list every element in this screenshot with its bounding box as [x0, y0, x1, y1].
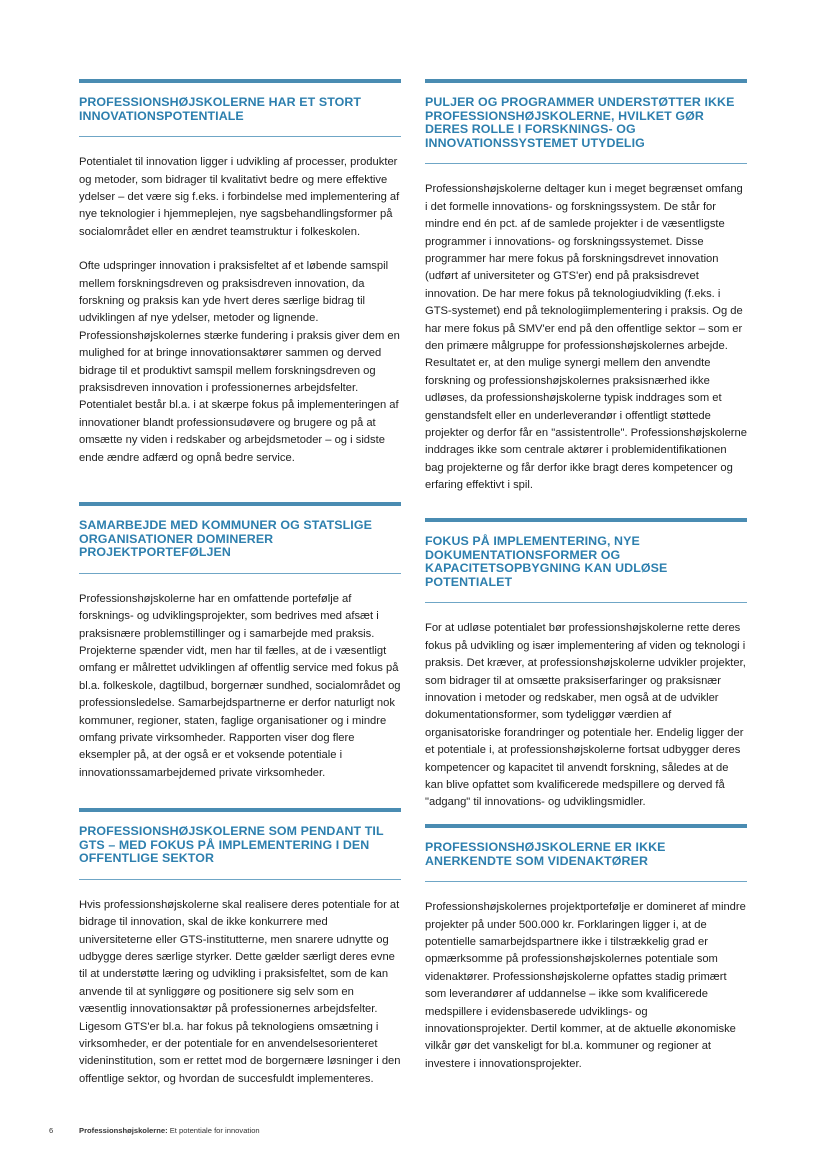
running-title-rest: Et potentiale for innovation [167, 1126, 260, 1135]
section-heading: PROFESSIONSHØJSKOLERNE HAR ET STORT INNOVATIONSPOTENTIALE [79, 95, 362, 123]
section-right-3 [425, 824, 747, 1073]
section-heading: PROFESSIONSHØJSKOLERNE ER IKKE ANERKENDTE SOM VIDENAKTØRER [425, 840, 666, 868]
body-paragraph: For at udløse potentialet bør professionshøjskolerne rette deres fokus på udvikling og især implementering af viden og teknologi i praksis. Det kræver, at professionshøjskolerne udvikler projekter, som bidrager til at omsætte praksiserfaringer og praksisnær innovation i metoder og redskaber, men også at de udvikler dokumentationsformer, som tydeliggør værdien af organisatoriske forandringer og potentiale her. Endelig ligger der et potentiale i, at professionshøjskolerne fortsat udbygger deres kompetencer og kapacitet til anvendt forskning, således at de kan blive opfattet som kvalificerede medspillere og derved få "adgang" til innovations- og udviklingsmidler. [425, 622, 746, 809]
running-title [79, 1126, 260, 1135]
body-paragraph: Hvis professionshøjskolerne skal realisere deres potentiale for at bidrage til innovation, skal de ikke konkurrere med universiteterne eller GTS-institutterne, men snarere udnytte og udbygge deres særlige styrker. Dette gælder særligt deres evne til at understøtte læring og udvikling i praksisfeltet, som de kan anvende til at synliggøre og positionere sig selv som en væsentlig innovationsaktør på professionernes arbejdsfelter. Ligesom GTS'er bl.a. har fokus på teknologiens omsætning i virksomheder, er der potentiale for en anvendelsesorienteret videninstitution, som er rettet mod de borgernære løsninger i den offentlige sektor, og hvordan de succesfuldt implementeres. [79, 898, 401, 1085]
heading-rule [425, 163, 747, 164]
section-left-3 [79, 808, 401, 1088]
body-paragraph: Professionshøjskolerne har en omfattende portefølje af forsknings- og udviklingsprojekter, som bedrives med afsæt i praksisnære problemstillinger og i samarbejde med praksis. Projekterne spænder vidt, men har til fælles, at de i væsentligt omfang er målrettet udviklingen af offentlig service med fokus på bl.a. folkeskole, dagtilbud, borgernær sundhed, socialområdet og professionsledelse. Samarbejdspartnerne er derfor naturligt nok kommuner, regioner, staten, faglige organisationer og i mindre omfang private virksomheder. Rapporten viser dog flere eksempler på, at der også er et voksende potentiale i innovationssamarbejdemed private virksomheder. [79, 592, 401, 779]
section-heading: PULJER OG PROGRAMMER UNDERSTØTTER IKKE PROFESSIONSHØJSKOLERNE, HVILKET GØR DERES ROLLE I FORSKNINGS- OG INNOVATIONSSYSTEMET UTYDELIG [425, 95, 735, 150]
section-heading: SAMARBEJDE MED KOMMUNER OG STATSLIGE ORGANISATIONER DOMINERER PROJEKTPORTEFØLJEN [79, 518, 372, 560]
body-paragraph: Ofte udspringer innovation i praksisfeltet af et løbende samspil mellem forskningsdreven og praksisdreven innovation, da forskning og praksis kan yde hvert deres særlige bidrag til udviklingen af nye ydelser, metoder og lignende. Professionshøjskolernes stærke fundering i praksis giver dem en mulighed for at bringe innovationsaktører sammen og derved bidrage til et produktivt samspil mellem forskningsdreven og praksisdreven innovation i professionernes arbejdsfelter. Potentialet består bl.a. i at skærpe fokus på implementeringen af innovationer blandt professionsudøvere og brugere og på at omsætte ny viden i redskaber og arbejdsmetoder – og i sidste ende ændre adfærd og opnå bedre service. [79, 260, 400, 464]
body-paragraph: Professionshøjskolernes projektportefølje er domineret af mindre projekter på under 500.000 kr. Forklaringen ligger i, at de potentielle samarbejdspartnere ikke i tilstrækkelig grad er opmærksomme på professionshøjskolernes potentiale som videnaktører. Professionshøjskolerne opfattes stadig primært som leverandører af uddannelse – ikke som kvalificerede medspillere i evidensbaserede udviklings- og innovationsprojekter. Dertil kommer, at de aktuelle økonomiske vilkår gør det vanskeligt for bl.a. kommuner og regioner at investere i innovationsprojekter. [425, 901, 746, 1070]
heading-rule [425, 881, 747, 882]
running-title-bold: Professionshøjskolerne: [79, 1126, 168, 1135]
section-top-bar [425, 824, 747, 828]
body-paragraph: Professionshøjskolerne deltager kun i meget begrænset omfang i det formelle innovations- og forskningssystem. De står for mindre end én pct. af de samlede projekter i de væsentligste programmer i innovations- og forskningssystemet. Disse programmer har mere fokus på forskningsdrevet innovation (udført af universiteter og GTS'er) end på praksisdrevet innovation. De har mere fokus på teknologiudvikling (f.eks. i GTS-systemet) end på teknologiimplementering i praksis. Og de har mere fokus på SMV'er end på den offentlige sektor – som er den primære målgruppe for professionshøjskolernes arbejde. Resultatet er, at den mulige synergi mellem den anvendte forskning og professionshøjskolernes praksisnærhed ikke udløses, da professionshøjskolerne typisk inddrages som et genstandsfelt eller en underleverandør i offentligt støttede projekter og derfor får en "assistentrolle". Professionshøjskolerne inddrages ikke som centrale aktører i problemidentifikationen bag projekterne og får derfor ikke bragt deres kompetencer og erfaring effektivt i spil. [425, 183, 747, 492]
page-number: 6 [49, 1126, 54, 1135]
section-top-bar [425, 79, 747, 83]
section-top-bar [425, 518, 747, 522]
section-left-2 [79, 502, 401, 782]
section-top-bar [79, 502, 401, 506]
section-top-bar [79, 79, 401, 83]
section-left-1 [79, 79, 401, 467]
section-top-bar [79, 808, 401, 812]
section-right-2 [425, 518, 747, 812]
section-heading: PROFESSIONSHØJSKOLERNE SOM PENDANT TIL GTS – MED FOKUS PÅ IMPLEMENTERING I DEN OFFENTLIGE SEKTOR [79, 824, 384, 866]
heading-rule [79, 573, 401, 574]
heading-rule [425, 602, 747, 603]
body-paragraph: Potentialet til innovation ligger i udvikling af processer, produkter og metoder, som bidrager til kvalitativt bedre og mere effektive ydelser – det være sig f.eks. i forbindelse med implementering af nye teknologier i hjemmeplejen, nye sagsbehandlingsformer på socialområdet eller en ændret teamstruktur i folkeskolen. [79, 156, 400, 238]
heading-rule [79, 879, 401, 880]
section-right-1 [425, 79, 747, 495]
section-heading: FOKUS PÅ IMPLEMENTERING, NYE DOKUMENTATIONSFORMER OG KAPACITETSOPBYGNING KAN UDLØSE POTENTIALET [425, 534, 668, 589]
heading-rule [79, 136, 401, 137]
